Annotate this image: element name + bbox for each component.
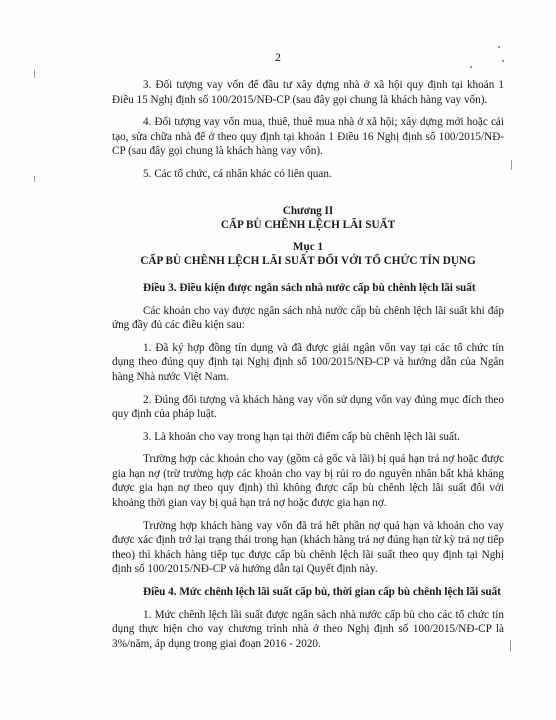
section-title: CẤP BÙ CHÊNH LỆCH LÃI SUẤT ĐỐI VỚI TỔ CHỨC TÍN DỤNG: [140, 255, 476, 268]
paragraph: Trường hợp các khoản cho vay (gồm cả gốc và lãi) bị quá hạn trả nợ hoặc được gia hạn nợ (trừ trường hợp các khoản cho vay bị rủi ro do nguyên nhân bất khả kháng được gia hạn nợ theo quy định) thì không được cấp bù chênh lệch lãi suất đối với khoảng thời gian vay bị quá hạn trả nợ hoặc được gia hạn nợ.: [112, 453, 504, 510]
paragraph: Các khoản cho vay được ngân sách nhà nước cấp bù chênh lệch lãi suất khi đáp ứng đầy đủ các điều kiện sau:: [112, 304, 504, 332]
article-3-heading: Điều 3. Điều kiện được ngân sách nhà nước cấp bù chênh lệch lãi suất: [143, 281, 476, 294]
paragraph: 1. Mức chênh lệch lãi suất được ngân sách nhà nước cấp bù cho các tổ chức tín dụng thực hiện cho vay chương trình nhà ở theo Nghị định số 100/2015/NĐ-CP là 3%/năm, áp dụng trong giai đoạn 2016 - 2020.: [112, 608, 504, 650]
article-4-heading: Điều 4. Mức chênh lệch lãi suất cấp bù, thời gian cấp bù chênh lệch lãi suất: [143, 586, 501, 599]
scan-edge-mark: [34, 70, 35, 78]
paragraph: Trường hợp khách hàng vay vốn đã trả hết phần nợ quá hạn và khoản cho vay được xác định trở lại trạng thái trong hạn (khách hàng trả nợ đúng hạn từ kỳ trả nợ tiếp theo) thì khách hàng tiếp tục được cấp bù chênh lệch lãi suất theo quy định tại Nghị định số 100/2015/NĐ-CP và hướng dẫn tại Quyết định này.: [112, 519, 504, 576]
paragraph: 1. Đã ký hợp đồng tín dụng và đã được giải ngân vốn vay tại các tổ chức tín dụng theo đúng quy định tại Nghị định số 100/2015/NĐ-CP và hướng dẫn của Ngân hàng Nhà nước Việt Nam.: [112, 341, 504, 383]
scan-edge-mark: [34, 176, 35, 182]
paragraph: 2. Đúng đối tượng và khách hàng vay vốn sử dụng vốn vay đúng mục đích theo quy định của pháp luật.: [112, 393, 504, 421]
chapter-title: CẤP BÙ CHÊNH LỆCH LÃI SUẤT: [220, 219, 396, 232]
paragraph: 3. Đối tượng vay vốn để đầu tư xây dựng nhà ở xã hội quy định tại khoản 1 Điều 15 Nghị định số 100/2015/NĐ-CP (sau đây gọi chung là khách hàng vay vốn).: [112, 79, 504, 106]
scan-speck: [470, 66, 472, 68]
document-body: [112, 78, 504, 651]
scan-edge-mark: [511, 160, 512, 170]
chapter-number: Chương II: [282, 204, 334, 217]
section-number: Mục 1: [292, 240, 324, 253]
scan-speck: [498, 46, 500, 48]
paragraph: 5. Các tổ chức, cá nhân khác có liên quan.: [143, 167, 332, 180]
scan-edge-mark: [510, 640, 511, 652]
paragraph: 3. Là khoản cho vay trong hạn tại thời điểm cấp bù chênh lệch lãi suất.: [143, 430, 460, 443]
page-number: 2: [275, 50, 281, 64]
paragraph: 4. Đối tượng vay vốn mua, thuê, thuê mua nhà ở xã hội; xây dựng mới hoặc cải tạo, sửa chữa nhà để ở theo quy định tại khoản 1 Điều 16 Nghị định số 100/2015/NĐ-CP (sau đây gọi chung là khách hàng vay vốn).: [112, 116, 504, 158]
